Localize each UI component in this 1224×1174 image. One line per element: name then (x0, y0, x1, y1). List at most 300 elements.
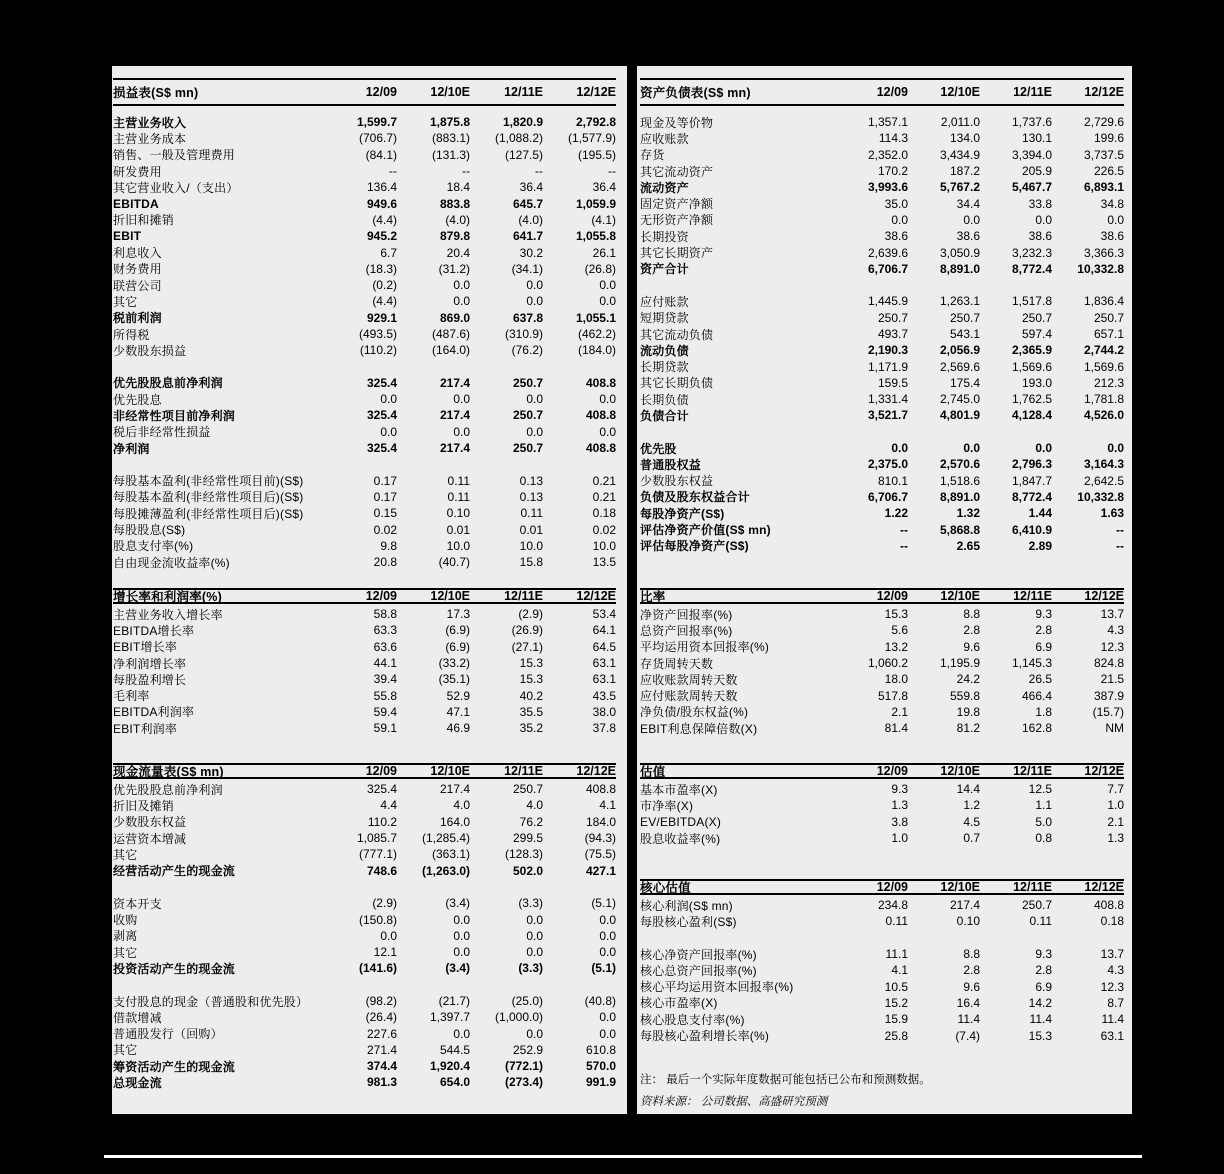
cell-value: 0.10 (446, 506, 470, 521)
section-body (640, 897, 1124, 1044)
cell-value: 1,085.7 (356, 831, 397, 846)
section-header (640, 879, 1124, 895)
row-label: 核心净资产回报率(%) (640, 947, 757, 962)
cell-value: 11.4 (1029, 1012, 1052, 1027)
cell-value: 52.9 (446, 688, 470, 703)
cell-value: 2,011.0 (940, 115, 980, 130)
cell-value: 1,060.2 (867, 656, 908, 671)
table-row (640, 407, 1124, 423)
row-label: 折旧及摊销 (113, 798, 175, 813)
row-label: 税后非经常性损益 (113, 425, 211, 440)
cell-value: (3.3) (518, 961, 543, 976)
cell-value: 227.6 (366, 1026, 397, 1041)
cell-value: 597.4 (1021, 327, 1052, 341)
cell-value: 325.4 (366, 441, 397, 456)
cell-value: 3.8 (891, 814, 908, 829)
cell-value: (31.2) (438, 261, 470, 276)
cell-value: 38.6 (956, 229, 980, 244)
row-label: 应收账款周转天数 (640, 672, 738, 687)
row-label: 所得税 (113, 327, 150, 342)
row-label: 每股净资产(S$) (640, 506, 725, 521)
section-body (640, 114, 1124, 554)
cell-value: 325.4 (366, 375, 397, 390)
cell-value: 250.7 (1021, 898, 1052, 913)
cell-value: 0.0 (599, 392, 616, 407)
column-header: 12/10E (430, 589, 470, 603)
row-label: 毛利率 (113, 689, 150, 704)
row-label: 净负债/股东权益(%) (640, 705, 749, 720)
row-label: 短期贷款 (640, 311, 689, 326)
cell-value: 1.32 (956, 506, 980, 521)
column-header: 12/09 (876, 764, 908, 778)
cell-value: 0.11 (885, 914, 908, 929)
cell-value: 4.3 (1107, 623, 1124, 638)
cell-value: (94.3) (584, 831, 616, 846)
column-header: 12/11E (504, 764, 543, 778)
table-row (640, 473, 1124, 489)
cell-value: 76.2 (519, 814, 543, 829)
cell-value: 1.0 (1107, 798, 1124, 813)
cell-value: -- (462, 164, 470, 179)
column-header: 12/12E (1084, 764, 1124, 778)
cell-value: 81.4 (884, 721, 908, 736)
cell-value: 325.4 (366, 408, 397, 423)
cell-value: 7.7 (1107, 782, 1124, 797)
cell-value: 159.5 (877, 375, 908, 390)
cell-value: 250.7 (512, 408, 543, 423)
row-label: 总现金流 (113, 1076, 162, 1090)
row-label: 股息收益率(%) (640, 831, 721, 846)
cell-value: 6,410.9 (1011, 522, 1052, 537)
cell-value: 46.9 (446, 721, 470, 736)
cell-value: 13.7 (1100, 947, 1124, 962)
section-title: 核心估值 (640, 881, 691, 895)
table-row (640, 814, 1124, 830)
table-row (640, 244, 1124, 260)
column-header: 12/10E (940, 589, 980, 603)
cell-value: 654.0 (439, 1075, 470, 1090)
cell-value: 0.0 (453, 912, 470, 927)
income-statement-table (113, 78, 620, 570)
row-label: 应付账款 (640, 294, 689, 309)
cell-value: -- (608, 164, 616, 179)
cell-value: 641.7 (512, 229, 543, 244)
cell-value: 217.4 (439, 375, 470, 390)
cell-value: 212.3 (1093, 375, 1124, 390)
cell-value: 35.2 (519, 721, 543, 736)
row-label: 少数股东权益 (113, 815, 187, 830)
cell-value: (5.1) (591, 896, 616, 911)
cell-value: 15.3 (519, 672, 543, 687)
table-row (113, 846, 616, 862)
cell-value: 81.2 (956, 721, 980, 736)
table-row (113, 228, 616, 244)
column-header: 12/10E (940, 85, 980, 99)
cell-value: 2,569.6 (939, 359, 980, 374)
section-body (113, 114, 616, 570)
cell-value: 40.2 (519, 688, 543, 703)
cell-value: 114.3 (878, 131, 908, 146)
row-label: 净资产回报率(%) (640, 607, 733, 622)
cell-value: 2,056.9 (939, 343, 980, 358)
cell-value: 0.0 (526, 945, 543, 960)
cell-value: 9.3 (891, 782, 908, 797)
table-row (640, 830, 1124, 846)
cell-value: 8,772.4 (1011, 261, 1052, 276)
table-row (640, 130, 1124, 146)
cell-value: -- (900, 522, 908, 537)
cell-value: 3,394.0 (1011, 147, 1052, 162)
cell-value: 1.8 (1035, 704, 1052, 719)
cell-value: (4.4) (372, 294, 397, 309)
column-header: 12/11E (504, 85, 543, 99)
column-header: 12/09 (365, 764, 397, 778)
cell-value: 4,526.0 (1083, 408, 1124, 423)
row-label: 其它长期资产 (640, 246, 714, 261)
row-label: 税前利润 (113, 311, 162, 326)
cell-value: 6.9 (1035, 639, 1052, 654)
table-row (113, 195, 616, 211)
cell-value: 18.4 (446, 180, 470, 195)
cell-value: (131.3) (431, 147, 470, 162)
cell-value: 16.4 (956, 995, 980, 1010)
cell-value: 0.17 (373, 473, 397, 488)
row-label: 核心利润(S$ mn) (640, 898, 733, 913)
cell-value: 0.0 (453, 1026, 470, 1041)
cell-value: 4.5 (963, 814, 980, 829)
cell-value: 1,195.9 (939, 656, 980, 671)
row-label: 其它流动资产 (640, 164, 714, 179)
section-header (640, 588, 1124, 604)
cell-value: 0.0 (599, 1010, 616, 1025)
section-header (640, 763, 1124, 779)
table-row (640, 606, 1124, 622)
cell-value: (4.0) (518, 212, 543, 227)
cell-value: 38.0 (592, 704, 616, 719)
table-row (113, 489, 616, 505)
row-label: 经营活动产生的现金流 (113, 864, 236, 879)
cell-value: 217.4 (439, 441, 470, 456)
cell-value: 25.8 (884, 1028, 908, 1043)
cell-value: 1,875.8 (429, 115, 470, 130)
cell-value: 2.8 (1035, 623, 1052, 638)
cell-value: 59.1 (373, 721, 397, 736)
cell-value: 11.4 (957, 1012, 980, 1027)
cell-value: (5.1) (591, 961, 616, 976)
row-label: 少数股东权益 (640, 474, 714, 489)
spacer-row (640, 930, 1124, 946)
cell-value: 234.8 (877, 898, 908, 913)
row-label: 存货周转天数 (640, 656, 714, 671)
note-line: 注： 最后一个实际年度数据可能包括已公布和预测数据。 (640, 1074, 931, 1086)
section-header (113, 78, 616, 106)
row-label: 平均运用资本回报率(%) (640, 640, 770, 655)
cell-value: (6.9) (445, 639, 470, 654)
table-row (113, 163, 616, 179)
cell-value: 1,263.1 (939, 294, 980, 309)
cell-value: 408.8 (585, 782, 616, 797)
cell-value: 39.4 (373, 672, 397, 687)
cell-value: 4.0 (526, 798, 543, 813)
cell-value: 1,920.4 (429, 1059, 470, 1074)
cell-value: 11.1 (885, 947, 908, 962)
column-header: 12/12E (576, 85, 616, 99)
table-row (113, 797, 616, 813)
cell-value: 299.5 (512, 831, 543, 846)
cell-value: 36.4 (519, 180, 543, 195)
section-title: 现金流量表(S$ mn) (113, 765, 224, 779)
row-label: EBITDA (113, 196, 159, 211)
cell-value: 0.21 (592, 473, 616, 488)
cell-value: 2,744.2 (1083, 343, 1124, 358)
cell-value: (75.5) (584, 847, 616, 862)
table-row (113, 424, 616, 440)
column-header: 12/12E (1084, 880, 1124, 894)
cell-value: 0.0 (453, 294, 470, 309)
cell-value: 12.5 (1028, 782, 1052, 797)
cell-value: 0.0 (526, 928, 543, 943)
financial-summary-panel (112, 66, 1132, 1114)
cell-value: 12.3 (1100, 639, 1124, 654)
cell-value: 883.8 (439, 196, 470, 211)
cell-value: 1,781.8 (1083, 392, 1124, 407)
cell-value: 949.6 (366, 196, 397, 211)
row-label: 应收账款 (640, 131, 689, 146)
cell-value: 11.4 (1101, 1012, 1124, 1027)
table-row (640, 995, 1124, 1011)
table-row (113, 814, 616, 830)
table-row (640, 897, 1124, 913)
cell-value: 0.0 (380, 424, 397, 439)
cell-value: 2,352.0 (867, 147, 908, 162)
row-label: 存货 (640, 148, 665, 163)
cell-value: 4.4 (380, 798, 397, 813)
spacer-row (113, 456, 616, 472)
cell-value: 493.7 (877, 327, 908, 341)
table-row (113, 720, 616, 736)
table-row (640, 293, 1124, 309)
table-row (113, 277, 616, 293)
cell-value: 570.0 (585, 1059, 616, 1074)
cell-value: 3,434.9 (939, 147, 980, 162)
cell-value: 1,847.7 (1011, 473, 1052, 488)
row-label: 净利润 (113, 441, 150, 456)
cell-value: 47.1 (446, 704, 470, 719)
cell-value: 5,767.2 (939, 180, 980, 195)
cell-value: 199.6 (1093, 131, 1124, 146)
section-body (640, 781, 1124, 846)
cell-value: 0.0 (599, 928, 616, 943)
column-header: 12/09 (876, 85, 908, 99)
cash-flow-table (113, 763, 620, 1091)
cell-value: 14.2 (1028, 995, 1052, 1010)
cell-value: 2,190.3 (867, 343, 908, 358)
table-row (640, 622, 1124, 638)
column-header: 12/09 (876, 880, 908, 894)
cell-value: 0.0 (526, 294, 543, 309)
cell-value: 130.1 (1021, 131, 1052, 146)
cell-value: 991.9 (585, 1075, 616, 1090)
cell-value: 63.1 (592, 672, 616, 687)
cell-value: 1.2 (963, 798, 980, 813)
row-label: 支付股息的现金（普通股和优先股） (113, 994, 309, 1009)
table-row (640, 720, 1124, 736)
row-label: 核心总资产回报率(%) (640, 963, 757, 978)
row-label: 主营业务收入 (113, 115, 187, 130)
cell-value: 13.2 (884, 639, 908, 654)
cell-value: 252.9 (512, 1042, 543, 1057)
cell-value: (706.7) (358, 131, 397, 146)
cell-value: 1,055.8 (575, 229, 616, 244)
cell-value: 1,331.4 (867, 392, 908, 407)
table-row (640, 687, 1124, 703)
cell-value: 3,993.6 (867, 180, 908, 195)
cell-value: (33.2) (438, 656, 470, 671)
cell-value: 64.5 (592, 639, 616, 654)
column-header: 12/10E (430, 764, 470, 778)
cell-value: (772.1) (504, 1059, 543, 1074)
cell-value: 517.8 (877, 688, 908, 703)
cell-value: 250.7 (877, 310, 908, 325)
row-label: EBIT利润率 (113, 721, 178, 736)
cell-value: 1.1 (1035, 798, 1052, 813)
row-label: 评估每股净资产(S$) (640, 539, 749, 554)
column-header: 12/09 (365, 85, 397, 99)
cell-value: 0.0 (453, 392, 470, 407)
column-header: 12/12E (576, 589, 616, 603)
cell-value: 0.0 (963, 441, 980, 456)
row-label: 优先股股息前净利润 (113, 782, 223, 797)
cell-value: (195.5) (577, 147, 616, 162)
row-label: 普通股发行（回购） (113, 1027, 223, 1042)
table-row (113, 375, 616, 391)
section-title: 增长率和利润率(%) (113, 590, 222, 604)
cell-value: 1,762.5 (1011, 392, 1052, 407)
column-header: 12/11E (1013, 85, 1052, 99)
cell-value: NM (1105, 721, 1124, 736)
row-label: 核心股息支付率(%) (640, 1012, 745, 1027)
cell-value: 2.8 (1035, 963, 1052, 978)
cell-value: 0.0 (526, 1026, 543, 1041)
cell-value: (363.1) (431, 847, 470, 862)
cell-value: 9.3 (1035, 607, 1052, 622)
row-label: EBIT利息保障倍数(X) (640, 721, 758, 736)
cell-value: 2.8 (963, 623, 980, 638)
cell-value: 205.9 (1021, 164, 1052, 179)
cell-value: (27.1) (511, 639, 543, 654)
column-header: 12/12E (1084, 85, 1124, 99)
cell-value: 9.6 (963, 639, 980, 654)
table-row (640, 781, 1124, 797)
cell-value: 0.0 (380, 928, 397, 943)
cell-value: 34.8 (1100, 196, 1124, 211)
cell-value: 26.1 (592, 245, 616, 260)
table-row (640, 179, 1124, 195)
row-label: 其它 (113, 294, 138, 309)
row-label: 优先股 (640, 441, 677, 456)
cell-value: 0.0 (599, 912, 616, 927)
cell-value: 37.8 (592, 721, 616, 736)
cell-value: 17.3 (446, 607, 470, 622)
cell-value: 408.8 (585, 441, 616, 456)
cell-value: (150.8) (358, 912, 397, 927)
cell-value: 408.8 (585, 408, 616, 423)
cell-value: 10.0 (446, 538, 470, 553)
cell-value: 58.8 (373, 607, 397, 622)
cell-value: 38.6 (1028, 229, 1052, 244)
table-row (113, 830, 616, 846)
table-row (113, 911, 616, 927)
cell-value: 8,891.0 (939, 261, 980, 276)
row-label: 评估净资产价值(S$ mn) (640, 523, 771, 538)
valuation-table (640, 763, 1130, 846)
cell-value: 869.0 (439, 310, 470, 325)
cell-value: 1,518.6 (939, 473, 980, 488)
cell-value: (4.0) (445, 212, 470, 227)
row-label: 剥离 (113, 929, 138, 944)
cell-value: 0.0 (1107, 212, 1124, 227)
section-title: 估值 (640, 765, 666, 779)
cell-value: 1.22 (884, 506, 908, 521)
column-header: 12/12E (1084, 589, 1124, 603)
cell-value: 1,836.4 (1083, 294, 1124, 309)
cell-value: (164.0) (431, 343, 470, 358)
cell-value: 1.63 (1100, 506, 1124, 521)
column-header: 12/11E (1013, 589, 1052, 603)
cell-value: 1,059.9 (575, 196, 616, 211)
cell-value: 1.3 (891, 798, 908, 813)
cell-value: 810.1 (877, 473, 908, 488)
cell-value: -- (900, 538, 908, 553)
row-label: 核心平均运用资本回报率(%) (640, 980, 794, 995)
table-row (640, 195, 1124, 211)
cell-value: 0.0 (453, 424, 470, 439)
cell-value: 0.7 (963, 831, 980, 846)
cell-value: 559.8 (949, 688, 980, 703)
cell-value: 0.17 (373, 489, 397, 504)
cell-value: 63.1 (1100, 1028, 1124, 1043)
cell-value: 9.8 (380, 538, 397, 553)
cell-value: 21.5 (1100, 672, 1124, 687)
table-row (640, 358, 1124, 374)
column-header: 12/10E (940, 764, 980, 778)
cell-value: 5,868.8 (939, 522, 980, 537)
row-label: 研发费用 (113, 164, 162, 179)
section-body (113, 606, 616, 736)
cell-value: 2,642.5 (1083, 473, 1124, 488)
cell-value: 26.5 (1028, 672, 1052, 687)
table-row (640, 962, 1124, 978)
cell-value: 325.4 (366, 782, 397, 797)
cell-value: (462.2) (577, 327, 616, 341)
core-valuation-table (640, 879, 1130, 1044)
cell-value: (4.1) (591, 212, 616, 227)
row-label: 每股摊薄盈利(非经常性项目后)(S$) (113, 506, 304, 521)
cell-value: (26.8) (584, 261, 616, 276)
cell-value: 5,467.7 (1011, 180, 1052, 195)
cell-value: 6,706.7 (867, 261, 908, 276)
cell-value: 24.2 (956, 672, 980, 687)
cell-value: 64.1 (592, 623, 616, 638)
cell-value: 879.8 (439, 229, 470, 244)
row-label: EBITDA增长率 (113, 623, 195, 638)
cell-value: 250.7 (1093, 310, 1124, 325)
table-row (640, 946, 1124, 962)
cell-value: 19.8 (956, 704, 980, 719)
table-row (640, 671, 1124, 687)
cell-value: (777.1) (358, 847, 397, 862)
cell-value: -- (1116, 522, 1124, 537)
